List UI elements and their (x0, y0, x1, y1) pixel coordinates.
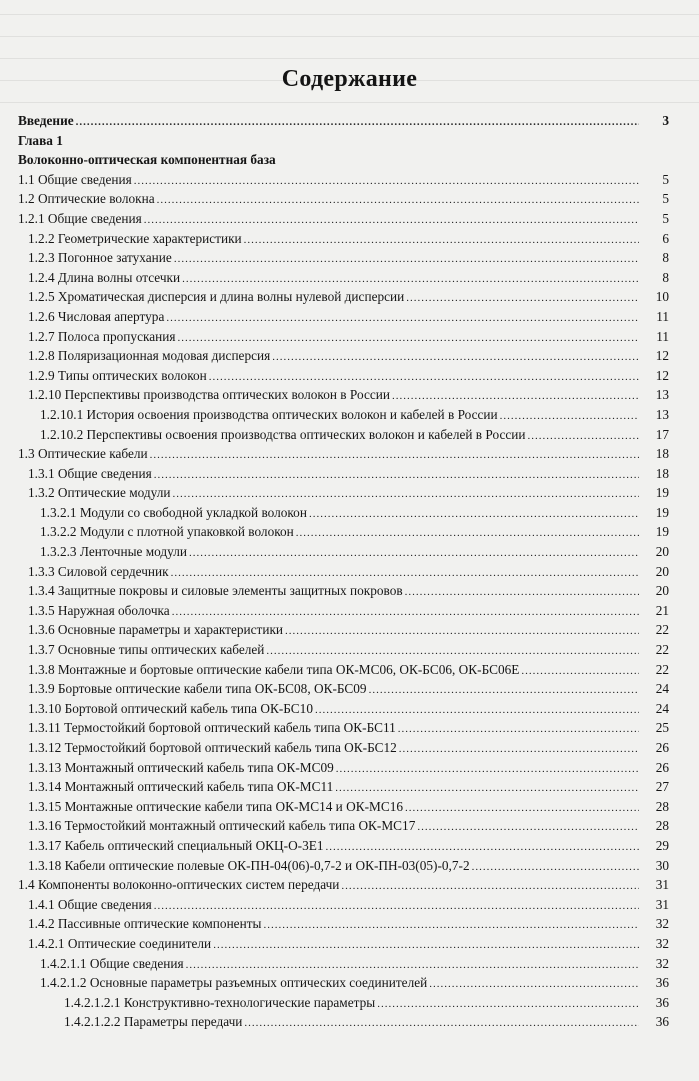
dot-leader (399, 743, 639, 755)
dot-leader (335, 782, 639, 794)
toc-entry-page-number: 3 (662, 113, 669, 128)
page-title: Содержание (281, 66, 418, 92)
toc-entry (18, 524, 669, 544)
dot-leader (406, 292, 639, 304)
dot-leader (154, 900, 639, 912)
toc-entry-page-number: 22 (655, 622, 669, 638)
dot-leader (186, 959, 639, 971)
dot-leader (182, 273, 639, 285)
dot-leader (521, 665, 639, 677)
toc-entry-title: 1.4.2.1.2.1 Конструктивно-технологические параметры (64, 994, 376, 1010)
toc-entry (18, 916, 669, 936)
toc-entry (18, 505, 669, 525)
toc-entry-title: 1.2.4 Длина волны отсечки (28, 269, 181, 285)
dot-leader (326, 841, 639, 853)
toc-entry-page-number: 18 (655, 465, 669, 481)
toc-entry-title: 1.3.14 Монтажный оптический кабель типа ОК-МС11 (28, 779, 334, 795)
toc-entry-page-number: 13 (655, 406, 669, 422)
toc-entry-title: Волоконно-оптическая компонентная база (18, 152, 276, 168)
dot-leader (172, 488, 639, 500)
dot-leader (154, 469, 639, 481)
toc-entry (18, 427, 669, 447)
dot-leader (405, 802, 639, 814)
toc-entry-page-number: 24 (655, 681, 669, 697)
toc-entry-page-number: 10 (655, 289, 669, 305)
dot-leader (144, 214, 639, 226)
toc-entry-page-number: 19 (655, 485, 669, 501)
toc-entry (18, 446, 669, 466)
toc-entry-title: 1.2 Оптические волокна (18, 191, 155, 207)
show-through-text (0, 0, 699, 110)
toc-entry (18, 348, 669, 368)
toc-entry-page-number: 31 (655, 896, 669, 912)
toc-entry-title: 1.4.2.1.1 Общие сведения (40, 955, 184, 971)
dot-leader (285, 625, 639, 637)
toc-entry-title: 1.3.18 Кабели оптические полевые ОК-ПН-04(06)-0,7-2 и ОК-ПН-03(05)-0,7-2 (28, 857, 470, 873)
dot-leader (189, 547, 639, 559)
toc-entry-page-number: 32 (655, 955, 669, 971)
toc-entry-page-number: 5 (662, 210, 669, 226)
toc-entry (18, 152, 669, 172)
toc-entry (18, 622, 669, 642)
toc-entry (18, 877, 669, 897)
toc-entry-title: 1.2.8 Поляризационная модовая дисперсия (28, 348, 271, 364)
toc-entry (18, 564, 669, 584)
toc-entry-page-number: 20 (655, 583, 669, 599)
toc-entry-page-number: 8 (662, 250, 669, 266)
toc-entry-title: 1.4.2.1.2 Основные параметры разъемных оптических соединителей (40, 975, 428, 991)
dot-leader (417, 821, 639, 833)
toc-entry-page-number: 20 (655, 563, 669, 579)
toc-entry-title: 1.3.15 Монтажные оптические кабели типа ОК-МС14 и ОК-МС16 (28, 798, 404, 814)
dot-leader (166, 312, 639, 324)
toc-entry (18, 603, 669, 623)
toc-entry-title: 1.3.2.1 Модули со свободной укладкой волокон (40, 504, 307, 520)
toc-entry (18, 740, 669, 760)
toc-entry (18, 211, 669, 231)
dot-leader (296, 527, 639, 539)
dot-leader (315, 704, 639, 716)
dot-leader (209, 371, 639, 383)
toc-entry-title: 1.4 Компоненты волоконно-оптических систем передачи (18, 877, 340, 893)
toc-entry-title: 1.2.9 Типы оптических волокон (28, 367, 207, 383)
dot-leader (336, 763, 639, 775)
toc-entry (18, 250, 669, 270)
toc-entry-page-number: 36 (655, 994, 669, 1010)
dot-leader (213, 939, 639, 951)
toc-entry (18, 799, 669, 819)
toc-entry-title: 1.3.13 Монтажный оптический кабель типа ОК-МС09 (28, 759, 334, 775)
toc-entry-title: 1.3.5 Наружная оболочка (28, 602, 170, 618)
toc-entry-page-number: 36 (655, 975, 669, 991)
toc-entry-title: 1.3.2.2 Модули с плотной упаковкой волокон (40, 524, 294, 540)
toc-entry (18, 329, 669, 349)
toc-entry-title: 1.3.9 Бортовые оптические кабели типа ОК-БС08, ОК-БС09 (28, 681, 367, 697)
toc-entry-title: 1.2.5 Хроматическая дисперсия и длина волны нулевой дисперсии (28, 289, 405, 305)
toc-entry-title: 1.3.4 Защитные покровы и силовые элементы защитных покровов (28, 583, 403, 599)
toc-entry (18, 681, 669, 701)
dot-leader (369, 684, 639, 696)
toc-entry (18, 1014, 669, 1034)
toc-entry-title: 1.3.1 Общие сведения (28, 465, 152, 481)
dot-leader (171, 567, 639, 579)
toc-entry (18, 466, 669, 486)
toc-entry (18, 191, 669, 211)
toc-entry (18, 858, 669, 878)
toc-entry (18, 995, 669, 1015)
dot-leader (272, 351, 639, 363)
dot-leader (377, 998, 639, 1010)
toc-entry-title: Глава 1 (18, 132, 63, 148)
dot-leader (244, 234, 639, 246)
toc-entry-page-number: 28 (655, 798, 669, 814)
dot-leader (392, 390, 639, 402)
toc-entry-title: 1.4.2.1.2.2 Параметры передачи (64, 1014, 243, 1030)
dot-leader (398, 723, 639, 735)
toc-entry (18, 642, 669, 662)
toc-entry-title: 1.1 Общие сведения (18, 171, 132, 187)
dot-leader (405, 586, 639, 598)
toc-entry-title: 1.2.2 Геометрические характеристики (28, 230, 242, 246)
toc-entry-title: 1.3.8 Монтажные и бортовые оптические кабели типа ОК-МС06, ОК-БС06, ОК-БС06Е (28, 661, 520, 677)
toc-entry (18, 779, 669, 799)
toc-entry-title: 1.4.1 Общие сведения (28, 896, 152, 912)
toc-entry-page-number: 17 (655, 426, 669, 442)
toc-entry-title: 1.3.2.3 Ленточные модули (40, 544, 187, 560)
dot-leader (263, 919, 639, 931)
dot-leader (266, 645, 639, 657)
toc-entry-title: 1.2.7 Полоса пропускания (28, 328, 176, 344)
dot-leader (157, 194, 639, 206)
toc-entry-title: 1.2.3 Погонное затухание (28, 250, 172, 266)
toc-entry (18, 113, 669, 133)
toc-entry-title: 1.2.10.2 Перспективы освоения производства оптических волокон и кабелей в России (40, 426, 526, 442)
toc-entry (18, 975, 669, 995)
toc-entry-page-number: 26 (655, 740, 669, 755)
toc-entry-page-number: 21 (655, 602, 669, 618)
toc-entry (18, 897, 669, 917)
toc-entry-title: 1.3.12 Термостойкий бортовой оптический кабель типа ОК-БС12 (28, 740, 397, 755)
dot-leader (472, 861, 639, 873)
toc-entry (18, 720, 669, 740)
dot-leader (76, 116, 639, 128)
toc-entry-page-number: 22 (655, 661, 669, 677)
toc-entry-page-number: 19 (655, 504, 669, 520)
toc-entry (18, 133, 669, 153)
toc-entry (18, 270, 669, 290)
toc-entry-page-number: 30 (655, 857, 669, 873)
toc-entry (18, 368, 669, 388)
toc-entry-page-number: 5 (662, 171, 669, 187)
toc-entry (18, 544, 669, 564)
dot-leader (134, 175, 639, 187)
toc-entry-page-number: 11 (656, 308, 669, 324)
toc-entry-title: 1.3.7 Основные типы оптических кабелей (28, 642, 265, 658)
toc-entry-title: Введение (18, 113, 74, 128)
toc-entry-title: 1.3 Оптические кабели (18, 446, 148, 462)
toc-entry-title: 1.3.6 Основные параметры и характеристики (28, 622, 284, 638)
toc-entry-page-number: 22 (655, 642, 669, 658)
toc-entry-title: 1.3.17 Кабель оптический специальный ОКЦ-О-3Е1 (28, 837, 324, 853)
toc-entry-page-number: 36 (655, 1014, 669, 1030)
toc-entry-page-number: 25 (655, 720, 669, 736)
toc-entry (18, 407, 669, 427)
toc-entry-page-number: 32 (655, 935, 669, 951)
toc-entry-page-number: 29 (655, 837, 669, 853)
toc-entry-title: 1.2.10.1 История освоения производства оптических волокон и кабелей в России (40, 406, 498, 422)
toc-entry (18, 485, 669, 505)
toc-entry-page-number: 6 (662, 230, 669, 246)
toc-entry-title: 1.3.11 Термостойкий бортовой оптический кабель типа ОК-БС11 (28, 720, 396, 736)
toc-entry-page-number: 11 (656, 328, 669, 344)
toc-entry-page-number: 28 (655, 818, 669, 834)
dot-leader (500, 410, 639, 422)
toc-entry-page-number: 13 (655, 387, 669, 403)
toc-entry-page-number: 5 (662, 191, 669, 207)
dot-leader (172, 606, 639, 618)
dot-leader (528, 430, 640, 442)
toc-entry-title: 1.2.6 Числовая апертура (28, 308, 165, 324)
toc-entry-page-number: 19 (655, 524, 669, 540)
toc-entry (18, 583, 669, 603)
dot-leader (174, 253, 639, 265)
toc-entry-page-number: 31 (655, 877, 669, 893)
toc-entry (18, 936, 669, 956)
toc-entry (18, 387, 669, 407)
dot-leader (150, 449, 639, 461)
toc-entry (18, 309, 669, 329)
toc-entry-title: 1.3.10 Бортовой оптический кабель типа ОК-БС10 (28, 700, 313, 716)
toc-entry (18, 838, 669, 858)
toc-entry-page-number: 26 (655, 759, 669, 775)
toc-entry-title: 1.2.10 Перспективы производства оптических волокон в России (28, 387, 390, 403)
toc-entry-page-number: 8 (662, 269, 669, 285)
toc-entry-page-number: 18 (655, 446, 669, 462)
table-of-contents (18, 113, 669, 1034)
toc-entry-title: 1.2.1 Общие сведения (18, 210, 142, 226)
dot-leader (309, 508, 639, 520)
toc-entry (18, 956, 669, 976)
toc-entry-page-number: 12 (655, 367, 669, 383)
toc-entry-title: 1.3.2 Оптические модули (28, 485, 171, 501)
toc-entry (18, 231, 669, 251)
toc-entry-page-number: 20 (655, 544, 669, 560)
toc-entry (18, 289, 669, 309)
dot-leader (341, 880, 639, 892)
dot-leader (244, 1017, 639, 1029)
toc-entry (18, 172, 669, 192)
toc-entry-title: 1.4.2 Пассивные оптические компоненты (28, 916, 262, 932)
toc-entry (18, 760, 669, 780)
toc-entry-page-number: 12 (655, 348, 669, 364)
toc-entry-title: 1.3.3 Силовой сердечник (28, 563, 169, 579)
toc-entry (18, 818, 669, 838)
toc-entry-title: 1.3.16 Термостойкий монтажный оптический кабель типа ОК-МС17 (28, 818, 416, 834)
toc-entry (18, 701, 669, 721)
toc-entry-page-number: 32 (655, 916, 669, 932)
toc-entry-page-number: 27 (655, 779, 669, 795)
toc-entry-title: 1.4.2.1 Оптические соединители (28, 935, 212, 951)
toc-entry (18, 662, 669, 682)
toc-entry-page-number: 24 (655, 700, 669, 716)
dot-leader (178, 332, 640, 344)
dot-leader (429, 978, 639, 990)
